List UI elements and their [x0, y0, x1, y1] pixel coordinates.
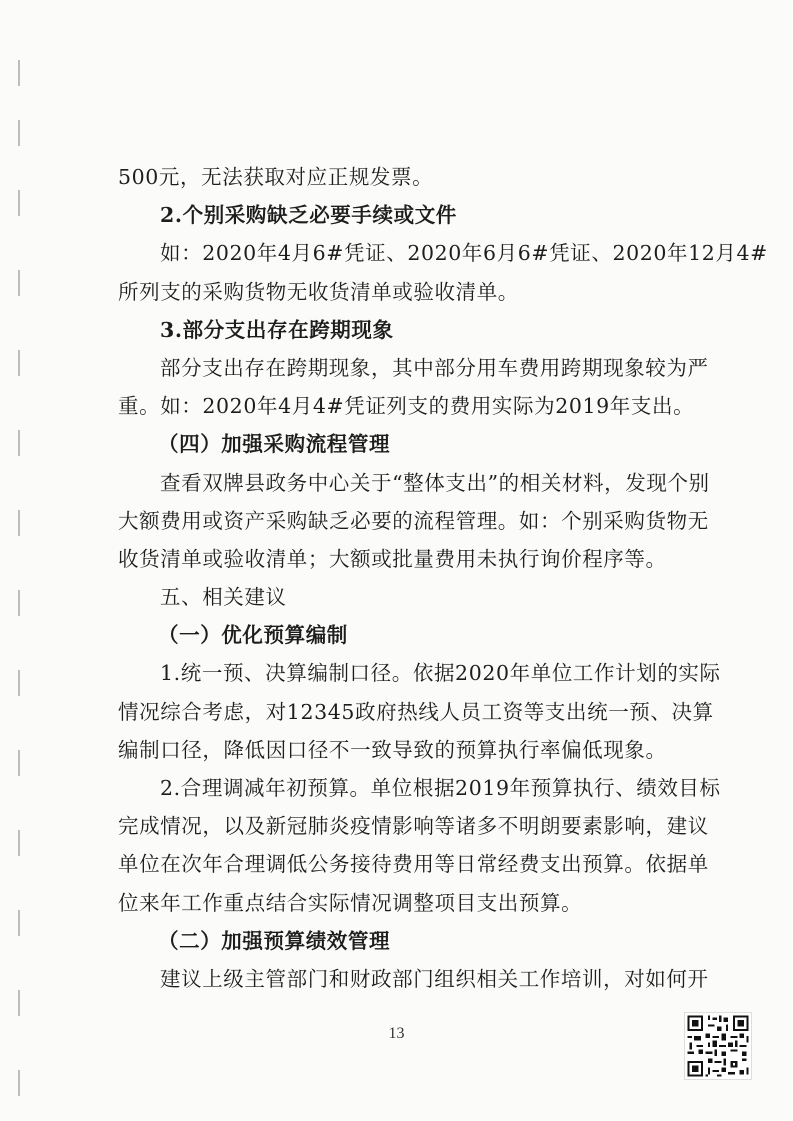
section-heading: （一）优化预算编制 [158, 623, 348, 648]
paragraph-line: 1.统一预、决算编制口径。依据2020年单位工作计划的实际 [160, 661, 721, 686]
paragraph-line: 500元，无法获取对应正规发票。 [118, 165, 434, 189]
page-number: 13 [388, 1025, 405, 1042]
paragraph-line: 重。如：2020年4月4#凭证列支的费用实际为2019年支出。 [118, 394, 695, 419]
paragraph-line: 位来年工作重点结合实际情况调整项目支出预算。 [118, 890, 583, 915]
section-heading: （四）加强采购流程管理 [158, 432, 391, 457]
subheading: 3.部分支出存在跨期现象 [160, 317, 394, 342]
document-body [118, 158, 768, 998]
paragraph-line: 收货清单或验收清单；大额或批量费用未执行询价程序等。 [118, 546, 667, 571]
paragraph-line: 部分支出存在跨期现象，其中部分用车费用跨期现象较为严 [160, 355, 709, 380]
paragraph-line: 大额费用或资产采购缺乏必要的流程管理。如：个别采购货物无 [118, 508, 709, 533]
qr-code-icon [684, 1012, 752, 1080]
paragraph-line: 单位在次年合理调低公务接待费用等日常经费支出预算。依据单 [118, 852, 709, 877]
paragraph-line: 情况综合考虑，对12345政府热线人员工资等支出统一预、决算 [118, 699, 714, 724]
paragraph-line: 完成情况，以及新冠肺炎疫情影响等诸多不明朗要素影响，建议 [118, 814, 709, 839]
paragraph-line: 查看双牌县政务中心关于“整体支出”的相关材料，发现个别 [160, 470, 710, 495]
paragraph-line: 所列支的采购货物无收货清单或验收清单。 [118, 279, 519, 304]
paragraph-line: 如：2020年4月6#凭证、2020年6月6#凭证、2020年12月4# [160, 241, 768, 266]
paragraph-line: 2.合理调减年初预算。单位根据2019年预算执行、绩效目标 [160, 776, 721, 800]
paragraph-line: 编制口径，降低因口径不一致导致的预算执行率偏低现象。 [118, 737, 667, 762]
binding-marks [18, 40, 24, 1100]
section-heading: （二）加强预算绩效管理 [158, 928, 391, 953]
subheading: 2.个别采购缺乏必要手续或文件 [160, 203, 457, 228]
chapter-heading: 五、相关建议 [160, 585, 287, 610]
paragraph-line: 建议上级主管部门和财政部门组织相关工作培训，对如何开 [160, 966, 709, 991]
